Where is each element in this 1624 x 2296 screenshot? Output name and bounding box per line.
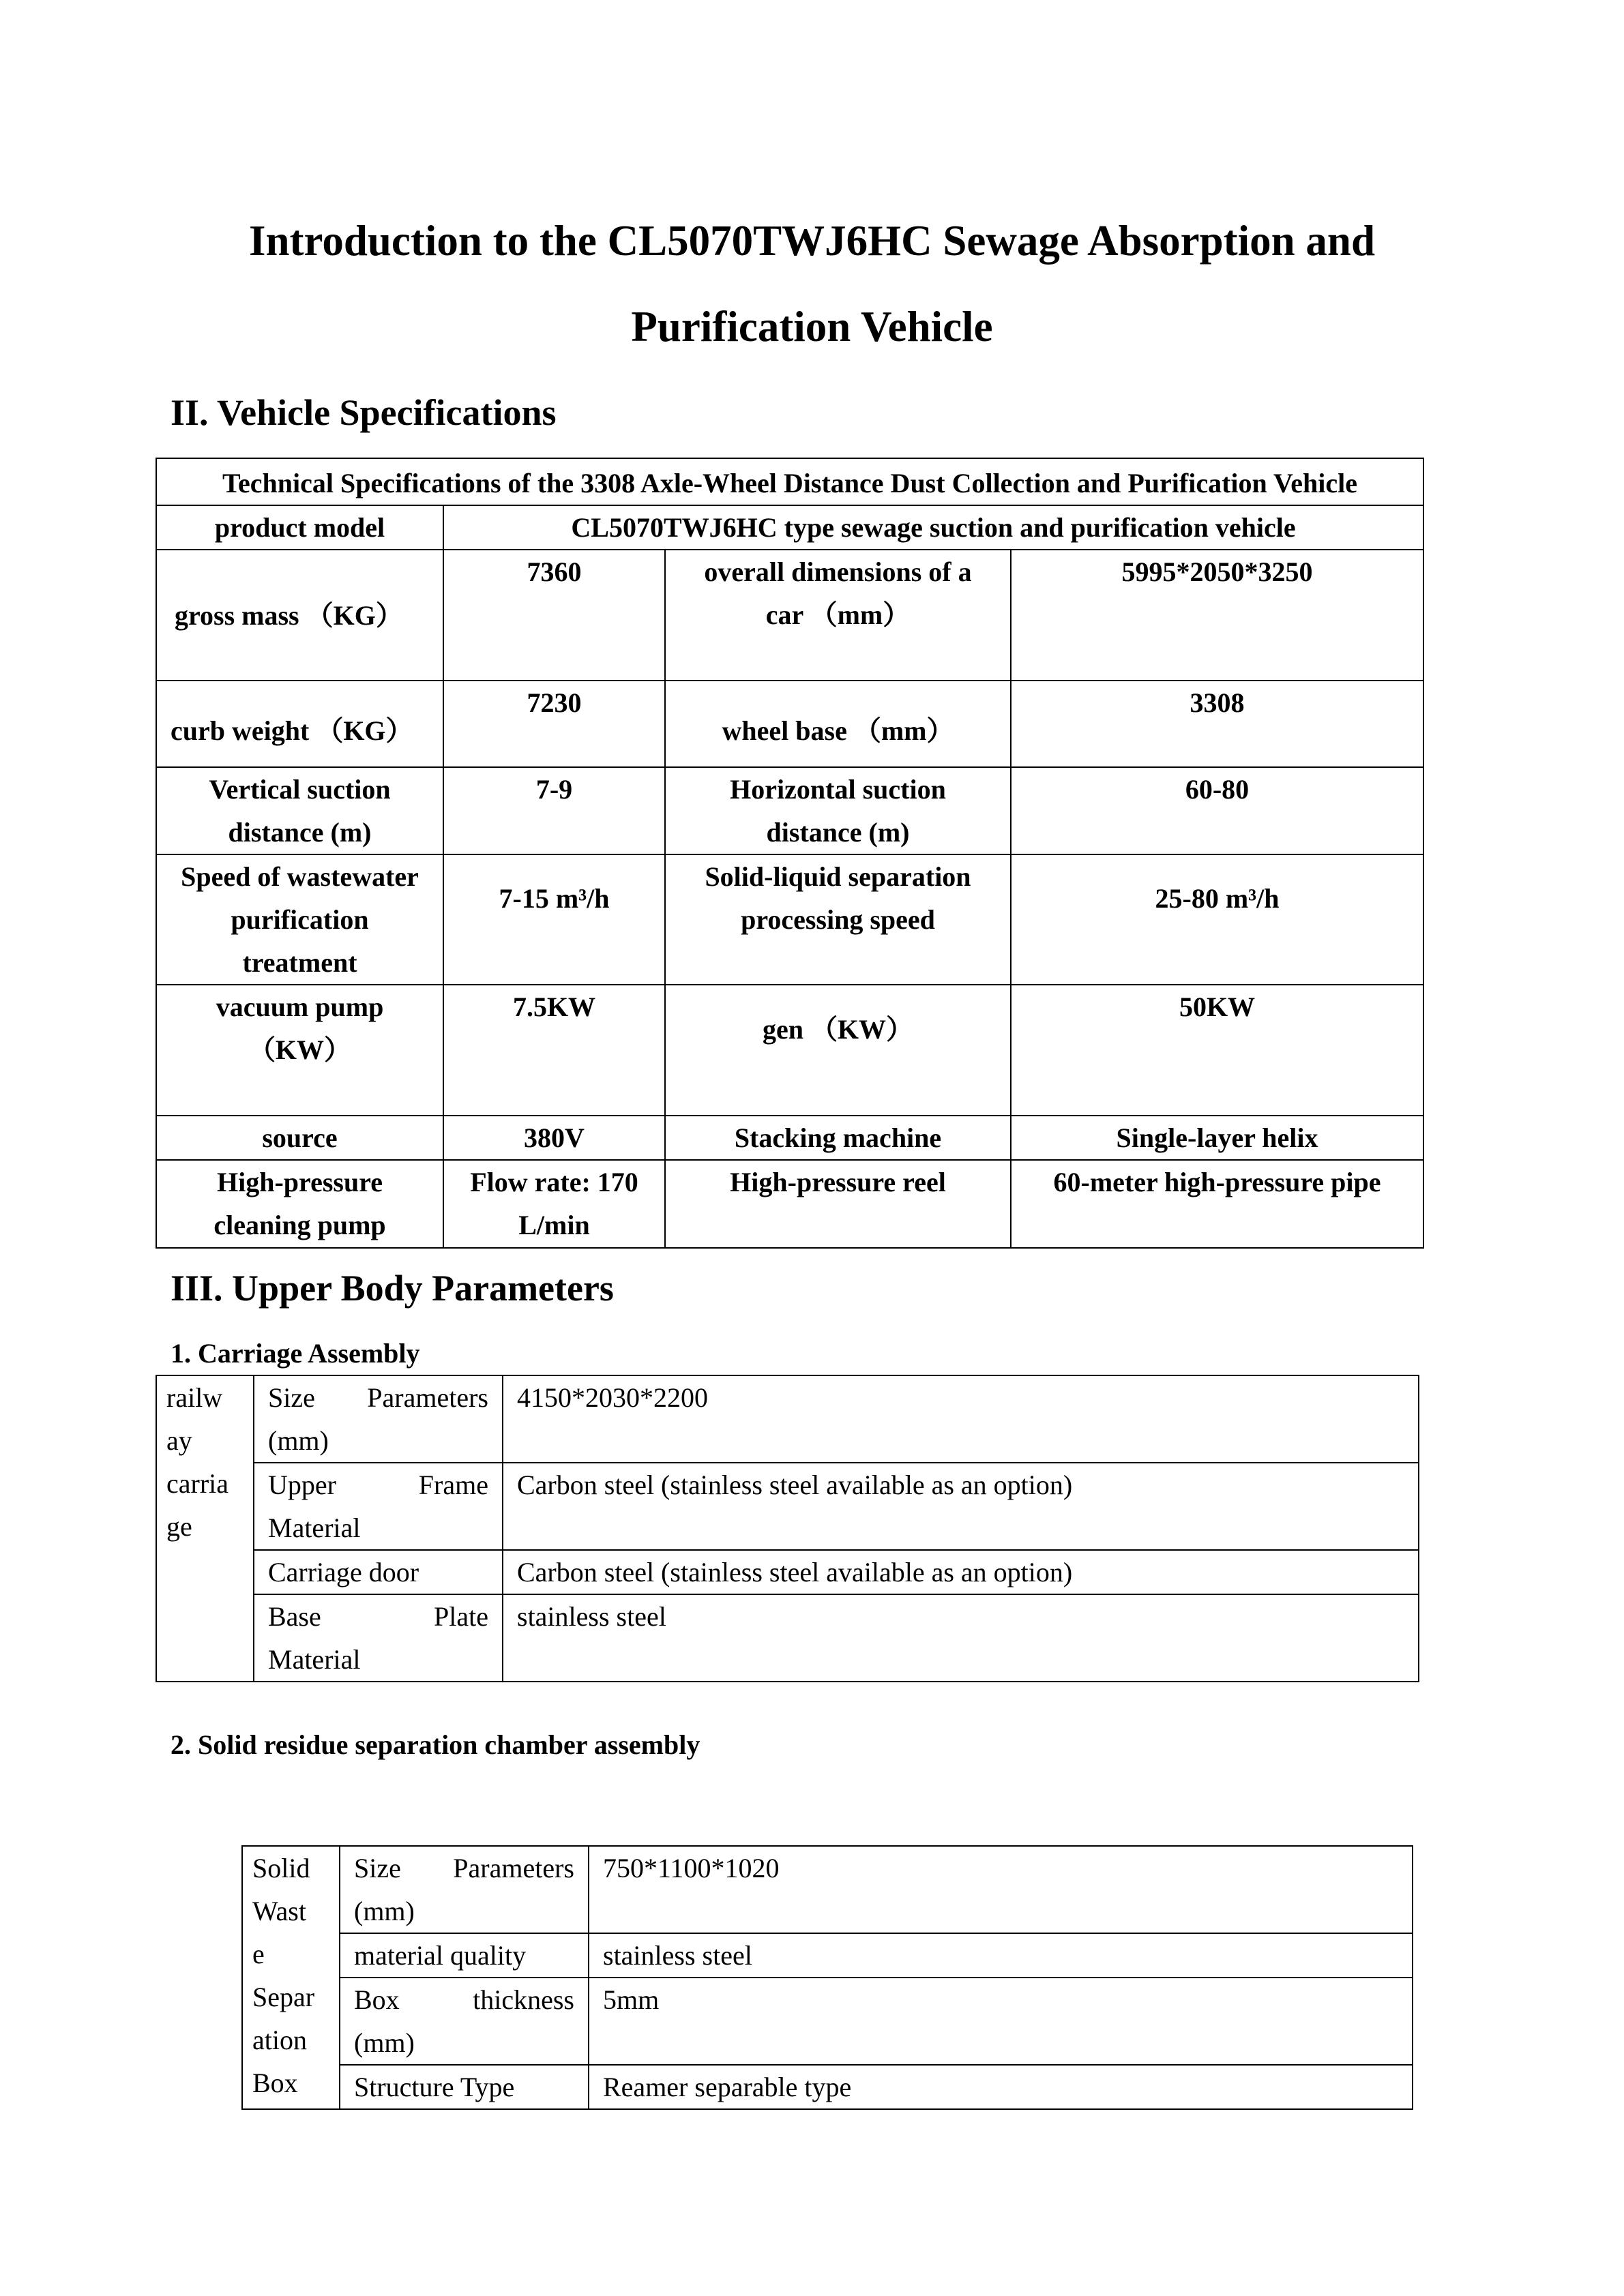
table-row [156, 767, 1423, 854]
carriage-door-value: Carbon steel (stainless steel available as an option) [503, 1550, 1419, 1594]
size-parameters-key-line-1: Size Parameters [268, 1382, 488, 1413]
horizontal-suction-label [665, 767, 1011, 854]
high-pressure-reel-value: 60-meter high-pressure pipe [1011, 1160, 1423, 1248]
table-row [156, 458, 1423, 505]
wastewater-speed-label [156, 854, 443, 985]
box-thickness-key [340, 1978, 589, 2065]
separation-speed-value: 25-80 m³/h [1011, 854, 1423, 985]
separation-speed-label [665, 854, 1011, 985]
vertical-suction-label [156, 767, 443, 854]
product-model-value: CL5070TWJ6HC type sewage suction and purification vehicle [443, 505, 1423, 550]
curb-weight-value: 7230 [443, 681, 665, 767]
cleaning-pump-label-line-1: High-pressure [217, 1167, 383, 1197]
carriage-group-label-line: ay [166, 1425, 192, 1456]
horizontal-suction-label-line-2: distance (m) [766, 817, 910, 848]
wheel-base-value: 3308 [1011, 681, 1423, 767]
size-parameters-key [254, 1375, 503, 1463]
generator-label: gen （KW） [665, 985, 1011, 1116]
gross-mass-label: gross mass （KG） [156, 550, 443, 681]
table-row [156, 1375, 1419, 1463]
vertical-suction-value: 7-9 [443, 767, 665, 854]
box-size-parameters-key [340, 1846, 589, 1933]
vacuum-pump-label-line-1: vacuum pump [216, 992, 384, 1022]
table-row [156, 1116, 1423, 1160]
upper-frame-material-key-line-1: Upper Frame [268, 1470, 488, 1500]
table-row [242, 1846, 1413, 1933]
separation-speed-label-line-2: processing speed [741, 904, 935, 935]
generator-value: 50KW [1011, 985, 1423, 1116]
upper-frame-material-key-line-2: Material [268, 1512, 361, 1543]
carriage-group-label-line: ge [166, 1511, 192, 1542]
vacuum-pump-label-line-2: （KW） [248, 1034, 352, 1065]
high-pressure-reel-label: High-pressure reel [665, 1160, 1011, 1248]
power-source-label: source [156, 1116, 443, 1160]
box-size-parameters-key-line-1: Size Parameters [354, 1853, 574, 1883]
overall-dimensions-value: 5995*2050*3250 [1011, 550, 1423, 681]
base-plate-material-key [254, 1594, 503, 1682]
wastewater-speed-value: 7-15 m³/h [443, 854, 665, 985]
overall-dimensions-label-line-1: overall dimensions of a [704, 556, 972, 587]
stacking-machine-value: Single-layer helix [1011, 1116, 1423, 1160]
section-heading-vehicle-specs: II. Vehicle Specifications [171, 392, 557, 433]
power-source-value: 380V [443, 1116, 665, 1160]
separation-group-label-line: ation [252, 2025, 307, 2055]
table-row [156, 505, 1423, 550]
box-thickness-key-line-2: (mm) [354, 2027, 415, 2058]
table-row [156, 1594, 1419, 1682]
separation-chamber-table [241, 1845, 1413, 2110]
table-row [156, 550, 1423, 681]
wheel-base-label: wheel base （mm） [665, 681, 1011, 767]
vacuum-pump-value: 7.5KW [443, 985, 665, 1116]
wastewater-speed-label-line-1: Speed of wastewater [181, 861, 419, 892]
cleaning-pump-value-line-2: L/min [518, 1210, 590, 1240]
separation-group-label-line: Wast [252, 1896, 306, 1926]
vertical-suction-label-line-1: Vertical suction [209, 774, 391, 805]
carriage-assembly-table [156, 1375, 1419, 1682]
box-size-parameters-key-line-2: (mm) [354, 1896, 415, 1926]
upper-frame-material-key [254, 1463, 503, 1550]
separation-group-label-line: Separ [252, 1982, 315, 2012]
size-parameters-value: 4150*2030*2200 [503, 1375, 1419, 1463]
cleaning-pump-label-line-2: cleaning pump [213, 1210, 386, 1240]
carriage-door-key: Carriage door [254, 1550, 503, 1594]
table-row [242, 1933, 1413, 1978]
overall-dimensions-label-line-2: car （mm） [765, 599, 911, 630]
separation-speed-label-line-1: Solid-liquid separation [705, 861, 971, 892]
box-thickness-value: 5mm [589, 1978, 1413, 2065]
cleaning-pump-value [443, 1160, 665, 1248]
base-plate-material-key-line-1: Base Plate [268, 1601, 488, 1632]
separation-chamber-heading: 2. Solid residue separation chamber assembly [171, 1729, 700, 1760]
cleaning-pump-label [156, 1160, 443, 1248]
separation-group-label-line: Box [252, 2068, 298, 2098]
separation-group-label-line: Solid [252, 1853, 310, 1883]
base-plate-material-value: stainless steel [503, 1594, 1419, 1682]
gross-mass-value: 7360 [443, 550, 665, 681]
table-row [156, 1463, 1419, 1550]
table-row [156, 681, 1423, 767]
carriage-group-label-line: railw [166, 1382, 223, 1413]
wastewater-speed-label-line-3: treatment [242, 947, 357, 978]
vertical-suction-label-line-2: distance (m) [228, 817, 372, 848]
table-row [156, 985, 1423, 1116]
separation-group-label [242, 1846, 340, 2109]
carriage-group-label [156, 1375, 254, 1682]
table-row [156, 1550, 1419, 1594]
vehicle-specs-table [156, 458, 1424, 1249]
base-plate-material-key-line-2: Material [268, 1644, 361, 1675]
upper-frame-material-value: Carbon steel (stainless steel available as an option) [503, 1463, 1419, 1550]
spec-table-caption: Technical Specifications of the 3308 Axle-Wheel Distance Dust Collection and Purification Vehicle [156, 458, 1423, 505]
box-size-parameters-value: 750*1100*1020 [589, 1846, 1413, 1933]
document-title-line-2: Purification Vehicle [631, 303, 993, 351]
material-quality-key: material quality [340, 1933, 589, 1978]
vacuum-pump-label [156, 985, 443, 1116]
product-model-label: product model [156, 505, 443, 550]
box-thickness-key-line-1: Box thickness [354, 1984, 574, 2015]
stacking-machine-label: Stacking machine [665, 1116, 1011, 1160]
document-title-line-1: Introduction to the CL5070TWJ6HC Sewage Absorption and [248, 217, 1376, 265]
cleaning-pump-value-line-1: Flow rate: 170 [470, 1167, 638, 1197]
material-quality-value: stainless steel [589, 1933, 1413, 1978]
structure-type-value: Reamer separable type [589, 2065, 1413, 2109]
table-row [156, 1160, 1423, 1248]
overall-dimensions-label [665, 550, 1011, 681]
size-parameters-key-line-2: (mm) [268, 1425, 329, 1456]
section-heading-upper-body: III. Upper Body Parameters [171, 1268, 614, 1309]
table-row [242, 2065, 1413, 2109]
table-row [156, 854, 1423, 985]
carriage-group-label-line: carria [166, 1468, 229, 1499]
wastewater-speed-label-line-2: purification [231, 904, 369, 935]
curb-weight-label: curb weight （KG） [156, 681, 443, 767]
separation-group-label-line: e [252, 1939, 265, 1969]
horizontal-suction-value: 60-80 [1011, 767, 1423, 854]
structure-type-key: Structure Type [340, 2065, 589, 2109]
horizontal-suction-label-line-1: Horizontal suction [730, 774, 946, 805]
carriage-assembly-heading: 1. Carriage Assembly [171, 1338, 420, 1369]
table-row [242, 1978, 1413, 2065]
